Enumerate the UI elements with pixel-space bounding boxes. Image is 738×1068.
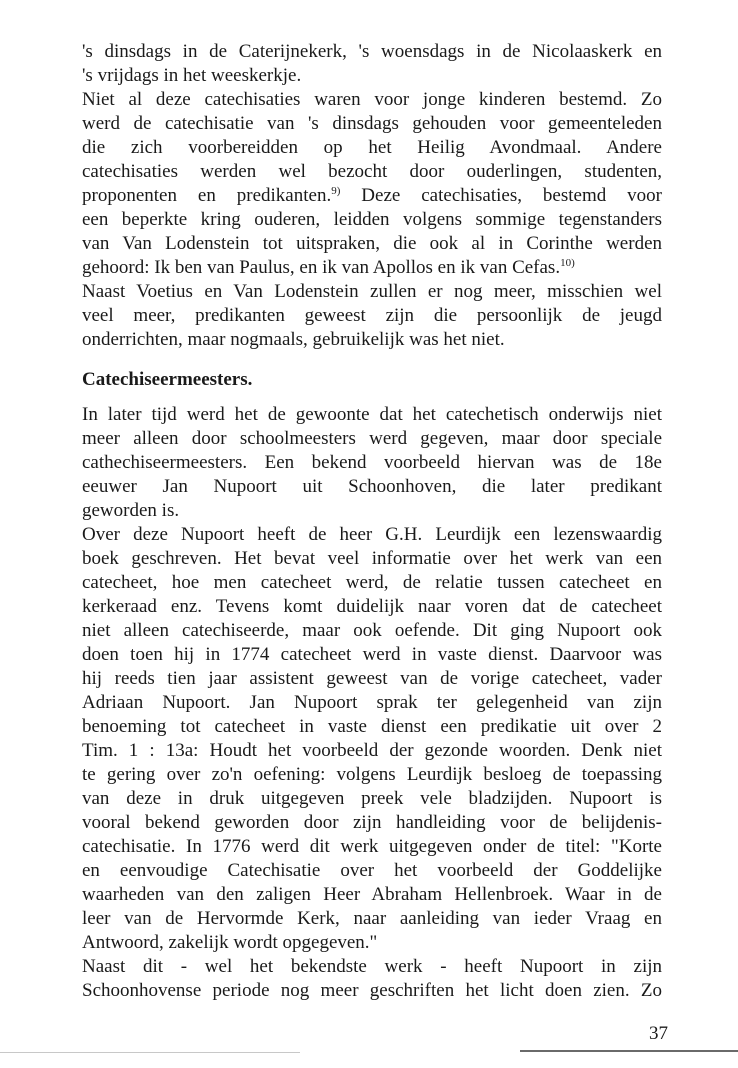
text-line: te gering over zo'n oefening: volgens Leurdijk besloeg de toepassing [82,764,662,785]
text-line: doen toen hij in 1774 catecheet werd in vaste dienst. Daarvoor was [82,644,662,665]
text-line: Schoonhovense periode nog meer geschriften het licht doen zien. Zo [82,980,662,1001]
text-line: werd de catechisatie van 's dinsdags gehouden voor gemeenteleden [82,113,662,134]
text-line: catechisaties werden wel bezocht door ouderlingen, studenten, [82,161,662,182]
text-segment: gehoord: Ik ben van Paulus, en ik van Apollos en ik van Cefas. [82,257,561,278]
text-line: hij reeds tien jaar assistent geweest van de vorige catecheet, vader [82,668,662,689]
text-line: van deze in druk uitgegeven preek vele bladzijden. Nupoort is [82,788,662,809]
text-line: catechisatie. In 1776 werd dit werk uitgegeven onder de titel: "Korte [82,836,662,857]
text-line: veel meer, predikanten geweest zijn die persoonlijk de jeugd [82,305,662,326]
page-number: 37 [649,1023,668,1044]
text-line: cathechiseermeesters. Een bekend voorbeeld hiervan was de 18e [82,452,662,473]
text-segment: Deze catechisaties, bestemd voor [340,185,663,206]
text-line: Niet al deze catechisaties waren voor jonge kinderen bestemd. Zo [82,89,662,110]
text-line: kerkeraad enz. Tevens komt duidelijk naar voren dat de catecheet [82,596,662,617]
footnote-marker: 9) [331,185,341,197]
text-line: catecheet, hoe men catecheet werd, de relatie tussen catecheet en [82,572,662,593]
text-line: vooral bekend geworden door zijn handleiding voor de belijdenis- [82,812,662,833]
text-line: Over deze Nupoort heeft de heer G.H. Leurdijk een lezenswaardig [82,524,662,545]
text-line: 's dinsdags in de Caterijnekerk, 's woensdags in de Nicolaaskerk en [82,41,662,62]
text-line: Antwoord, zakelijk wordt opgegeven." [82,932,378,953]
text-line: meer alleen door schoolmeesters werd gegeven, maar door speciale [82,428,662,449]
text-line: onderrichten, maar nogmaals, gebruikelijk was het niet. [82,329,505,350]
text-line-with-footnote [82,256,662,280]
text-line: niet alleen catechiseerde, maar ook oefende. Dit ging Nupoort ook [82,620,662,641]
text-line: boek geschreven. Het bevat veel informatie over het werk van een [82,548,662,569]
text-line: van Van Lodenstein tot uitspraken, die ook al in Corinthe werden [82,233,662,254]
text-line: geworden is. [82,500,180,521]
text-line: benoeming tot catecheet in vaste dienst een predikatie uit over 2 [82,716,662,737]
text-line: waarheden van den zaligen Heer Abraham Hellenbroek. Waar in de [82,884,662,905]
footnote-marker: 10) [560,257,575,269]
text-line: en eenvoudige Catechisatie over het voorbeeld der Goddelijke [82,860,662,881]
text-line: Tim. 1 : 13a: Houdt het voorbeeld der gezonde woorden. Denk niet [82,740,662,761]
text-line: Adriaan Nupoort. Jan Nupoort sprak ter gelegenheid van zijn [82,692,662,713]
text-segment: proponenten en predikanten. [82,185,332,206]
section-heading: Catechiseermeesters. [82,369,253,390]
text-line: 's vrijdags in het weeskerkje. [82,65,302,86]
text-line: die zich voorbereidden op het Heilig Avondmaal. Andere [82,137,662,158]
text-line: Naast Voetius en Van Lodenstein zullen er nog meer, misschien wel [82,281,662,302]
text-line: leer van de Hervormde Kerk, naar aanleiding van ieder Vraag en [82,908,662,929]
text-line: In later tijd werd het de gewoonte dat het catechetisch onderwijs niet [82,404,662,425]
text-line: een beperkte kring ouderen, leidden volgens sommige tegenstanders [82,209,662,230]
bottom-edge-rule [520,1050,738,1052]
bottom-edge-rule [0,1052,300,1053]
text-line-with-footnote [82,184,662,208]
text-line: eeuwer Jan Nupoort uit Schoonhoven, die later predikant [82,476,662,497]
text-line: Naast dit - wel het bekendste werk - heeft Nupoort in zijn [82,956,662,977]
